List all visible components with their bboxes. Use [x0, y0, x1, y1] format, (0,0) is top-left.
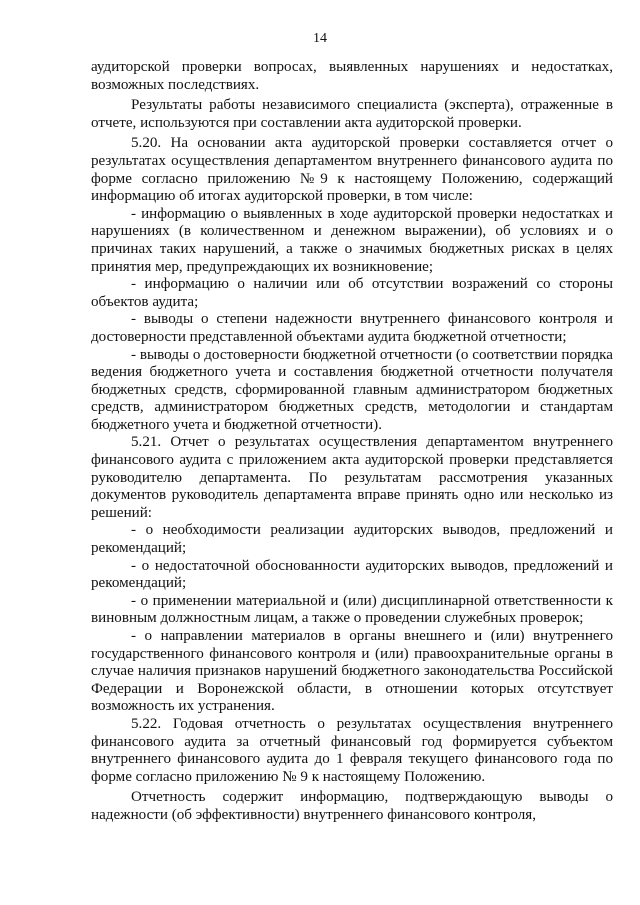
list-item: - о недостаточной обоснованности аудиторских выводов, предложений и рекомендаций; [91, 557, 613, 592]
page-number: 14 [313, 31, 327, 46]
list-item: - информацию о выявленных в ходе аудиторской проверки недостатках и нарушениях (в количественном и денежном выражении), об условиях и о причинах таких нарушений, а также о значимых бюджетных рисках в целях принятия мер, предупреждающих их возникновение; [91, 205, 613, 275]
paragraph: Отчетность содержит информацию, подтверждающую выводы о надежности (об эффективности) внутреннего финансового контроля, [91, 789, 613, 823]
paragraph: аудиторской проверки вопросах, выявленных нарушениях и недостатках, возможных последствиях. [91, 59, 613, 93]
paragraph: Результаты работы независимого специалиста (эксперта), отраженные в отчете, используются при составлении акта аудиторской проверки. [91, 97, 613, 131]
paragraph: 5.22. Годовая отчетность о результатах осуществления внутреннего финансового аудита за отчетный финансовый год формируется субъектом внутреннего финансового аудита до 1 февраля текущего финансового года по форме согласно приложению № 9 к настоящему Положению. [91, 715, 613, 785]
document-body [91, 59, 613, 825]
list-item: - выводы о достоверности бюджетной отчетности (о соответствии порядка ведения бюджетного учета и составления бюджетной отчетности получателя бюджетных средств, сформированной главным администратором бюджетных средств, администратором бюджетных средств, методологии и стандартам бюджетного учета и бюджетной отчетности). [91, 346, 613, 433]
list-item: - о применении материальной и (или) дисциплинарной ответственности к виновным должностным лицам, а также о проведении служебных проверок; [91, 592, 613, 627]
paragraph: 5.21. Отчет о результатах осуществления департаментом внутреннего финансового аудита с приложением акта аудиторской проверки представляется руководителю департамента. По результатам рассмотрения указанных документов руководитель департамента вправе принять одно или несколько из решений: [91, 434, 613, 521]
list-item: - о необходимости реализации аудиторских выводов, предложений и рекомендаций; [91, 522, 613, 557]
list-item: - о направлении материалов в органы внешнего и (или) внутреннего государственного финансового контроля и (или) правоохранительные органы в случае наличия признаков нарушений бюджетного законодательства Российской Федерации и Воронежской области, в отношении которых отсутствует возможность их устранения. [91, 628, 613, 715]
paragraph: 5.20. На основании акта аудиторской проверки составляется отчет о результатах осуществления департаментом внутреннего финансового аудита по форме согласно приложению №9 к настоящему Положению, содержащий информацию об итогах аудиторской проверки, в том числе: [91, 135, 613, 205]
list-item: - информацию о наличии или об отсутствии возражений со стороны объектов аудита; [91, 276, 613, 310]
list-item: - выводы о степени надежности внутреннего финансового контроля и достоверности представленной объектами аудита бюджетной отчетности; [91, 311, 613, 345]
